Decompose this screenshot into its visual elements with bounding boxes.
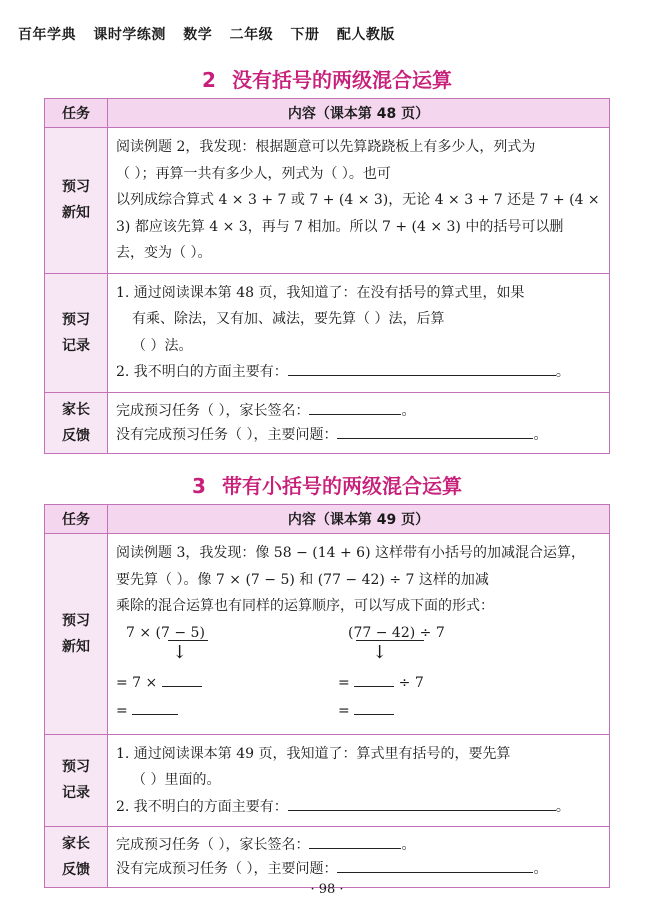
right-step-1: = ÷ 7 xyxy=(338,670,424,697)
calculation-examples xyxy=(116,620,603,728)
text-line: 以列成综合算式 4 × 3 + 7 或 7 + (4 × 3)，无论 4 × 3 + 7 还是 7 + (4 × xyxy=(116,192,600,208)
answer-blank[interactable] xyxy=(354,700,394,715)
left-expression: 7 × (7 − 5) xyxy=(126,624,205,641)
header-series: 百年学典 xyxy=(18,27,76,43)
feedback-line: 没有完成预习任务（ ），主要问题： 。 xyxy=(116,857,603,881)
text-line: （ ）；再算一共有多少人，列式为（ ）。也可 xyxy=(116,165,391,182)
problem-blank[interactable] xyxy=(337,858,533,873)
parent-feedback-content xyxy=(108,392,610,453)
col-content-header: 内容（课本第 49 页） xyxy=(108,505,610,534)
page-number: · 98 · xyxy=(310,882,344,897)
signature-blank[interactable] xyxy=(309,834,401,849)
col-content-header: 内容（课本第 48 页） xyxy=(108,99,610,128)
answer-blank[interactable] xyxy=(288,361,556,376)
header-edition: 配人教版 xyxy=(336,27,395,43)
left-step-2: = xyxy=(116,698,178,725)
section-number: 2 xyxy=(202,68,216,92)
problem-blank[interactable] xyxy=(337,424,533,439)
text-line: （ ）法。 xyxy=(132,337,193,354)
answer-blank[interactable] xyxy=(354,672,394,687)
preview-record-content xyxy=(108,734,610,827)
right-step-2: = xyxy=(338,698,394,725)
text-line: 去，变为（ ）。 xyxy=(116,245,212,261)
header-subject: 数学 xyxy=(183,27,213,43)
signature-blank[interactable] xyxy=(309,400,401,415)
row-label-preview-knowledge: 预习 新知 xyxy=(45,534,108,735)
down-arrow-icon: ↓ xyxy=(172,641,188,663)
text-line: 乘除的混合运算也有同样的运算顺序，可以写成下面的形式： xyxy=(116,598,494,614)
text-line: 要先算（ ）。像 7 × (7 − 5) 和 (77 − 42) ÷ 7 这样的加减 xyxy=(116,571,489,588)
text-line: 1. 通过阅读课本第 49 页，我知道了：算式里有括号的，要先算 xyxy=(116,745,511,762)
row-label-preview-knowledge: 预习 新知 xyxy=(45,128,108,274)
row-label-preview-record: 预习 记录 xyxy=(45,273,108,392)
section-number: 3 xyxy=(192,474,206,498)
col-task-header: 任务 xyxy=(45,99,108,128)
text-line: 阅读例题 2，我发现：根据题意可以先算跷跷板上有多少人，列式为 xyxy=(116,139,536,155)
section-2-title xyxy=(0,64,654,93)
question-line: 2. 我不明白的方面主要有： 。 xyxy=(116,794,603,821)
row-label-parent-feedback: 家长 反馈 xyxy=(45,392,108,453)
section-3-title xyxy=(0,470,654,499)
row-label-parent-feedback: 家长 反馈 xyxy=(45,827,108,888)
text-line: 有乘、除法，又有加、减法，要先算（ ）法，后算 xyxy=(132,311,445,327)
text-line: （ ）里面的。 xyxy=(132,772,221,788)
answer-blank[interactable] xyxy=(162,672,202,687)
right-expression: (77 − 42) ÷ 7 xyxy=(348,624,445,641)
section-3-table xyxy=(44,504,610,888)
preview-knowledge-content xyxy=(108,128,610,274)
feedback-line: 完成预习任务（ ），家长签名： 。 xyxy=(116,399,603,423)
question-line: 2. 我不明白的方面主要有： 。 xyxy=(116,359,603,386)
header-volume: 下册 xyxy=(290,27,320,43)
section-2-table xyxy=(44,98,610,454)
left-step-1: = 7 × xyxy=(116,670,202,697)
section-heading: 没有括号的两级混合运算 xyxy=(231,68,452,92)
feedback-line: 完成预习任务（ ），家长签名： 。 xyxy=(116,833,603,857)
book-header xyxy=(18,24,407,44)
feedback-line: 没有完成预习任务（ ），主要问题： 。 xyxy=(116,423,603,447)
text-line: 阅读例题 3，我发现：像 58 − (14 + 6) 这样带有小括号的加减混合运算， xyxy=(116,545,585,561)
answer-blank[interactable] xyxy=(132,700,178,715)
section-heading: 带有小括号的两级混合运算 xyxy=(221,474,462,498)
preview-knowledge-content xyxy=(108,534,610,735)
header-grade: 二年级 xyxy=(229,27,274,43)
text-line: 1. 通过阅读课本第 48 页，我知道了：在没有括号的算式里，如果 xyxy=(116,284,525,301)
preview-record-content xyxy=(108,273,610,392)
answer-blank[interactable] xyxy=(288,796,556,811)
parent-feedback-content xyxy=(108,827,610,888)
down-arrow-icon: ↓ xyxy=(372,641,388,663)
right-underline xyxy=(356,640,424,641)
row-label-preview-record: 预习 记录 xyxy=(45,734,108,827)
col-task-header: 任务 xyxy=(45,505,108,534)
text-line: 3) 都应该先算 4 × 3，再与 7 相加。所以 7 + (4 × 3) 中的括号可以删 xyxy=(116,218,564,235)
header-book: 课时学练测 xyxy=(93,27,166,43)
